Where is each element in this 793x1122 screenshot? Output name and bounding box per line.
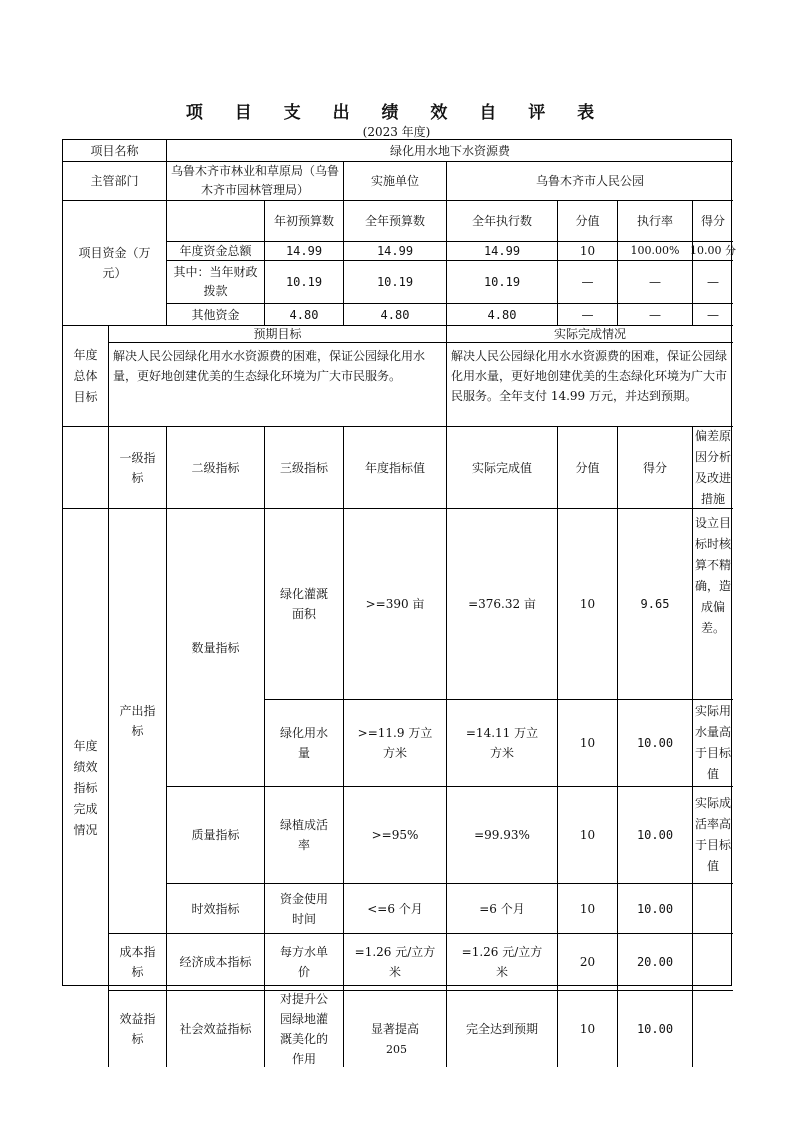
indicator-name: 绿植成活率 [265, 787, 344, 884]
indicator-got: 20.00 [618, 934, 693, 991]
level1-cost: 成本指标 [109, 934, 167, 991]
fund-header: 得分 [693, 201, 733, 242]
level1-output: 产出指标 [109, 509, 167, 934]
fund-cell: — [618, 261, 693, 304]
level2-quantity: 数量指标 [167, 509, 265, 787]
level2-time: 时效指标 [167, 884, 265, 934]
expected-goal-header: 预期目标 [109, 326, 447, 343]
indicator-got: 10.00 [618, 700, 693, 787]
indicator-header: 偏差原因分析及改进措施 [693, 427, 733, 509]
fund-cell: — [693, 261, 733, 304]
fund-header: 年初预算数 [265, 201, 344, 242]
page-title: 项 目 支 出 绩 效 自 评 表 [185, 103, 608, 123]
indicator-target: 显著提高 [344, 991, 447, 1067]
fund-cell: 4.80 [344, 304, 447, 326]
indicator-score: 10 [558, 787, 618, 884]
fund-cell: — [618, 304, 693, 326]
fund-cell: — [558, 304, 618, 326]
fund-row-label: 年度资金总额 [167, 242, 265, 261]
indicator-header: 得分 [618, 427, 693, 509]
indicator-note: 实际用水量高于目标值 [693, 700, 733, 787]
fund-cell: 14.99 [447, 242, 558, 261]
impl-value: 乌鲁木齐市人民公园 [447, 162, 733, 201]
indicator-target: >=390 亩 [344, 509, 447, 700]
indicator-header: 年度指标值 [344, 427, 447, 509]
expected-goal-text: 解决人民公园绿化用水水资源费的困难，保证公园绿化用水量，更好地创建优美的生态绿化环境为广大市民服务。 [109, 343, 447, 427]
indicator-actual: =99.93% [447, 787, 558, 884]
indicator-actual: =6 个月 [447, 884, 558, 934]
level2-social: 社会效益指标 [167, 991, 265, 1067]
fund-row-label: 其中：当年财政拨款 [167, 261, 265, 304]
project-name-label: 项目名称 [63, 140, 167, 162]
fund-cell: 10.19 [447, 261, 558, 304]
indicator-header: 二级指标 [167, 427, 265, 509]
fund-cell: 10 [558, 242, 618, 261]
indicator-score: 10 [558, 884, 618, 934]
fund-cell: 10.19 [265, 261, 344, 304]
indicator-note [693, 934, 733, 991]
dept-label: 主管部门 [63, 162, 167, 201]
fund-header: 执行率 [618, 201, 693, 242]
fund-header: 分值 [558, 201, 618, 242]
indicator-actual: =14.11 万立方米 [447, 700, 558, 787]
page-number: 205 [386, 1043, 407, 1056]
indicator-note: 设立目标时核算不精确，造成偏差。 [693, 509, 733, 700]
indicator-score: 20 [558, 934, 618, 991]
fund-cell: — [693, 304, 733, 326]
indicator-got: 10.00 [618, 884, 693, 934]
actual-goal-header: 实际完成情况 [447, 326, 733, 343]
fund-cell: 10.00 分 [693, 242, 733, 261]
fund-cell: 14.99 [344, 242, 447, 261]
indicator-actual: =376.32 亩 [447, 509, 558, 700]
indicator-actual: =1.26 元/立方米 [447, 934, 558, 991]
fund-cell: — [558, 261, 618, 304]
impl-label: 实施单位 [344, 162, 447, 201]
indicator-header: 一级指标 [109, 427, 167, 509]
fund-cell: 4.80 [447, 304, 558, 326]
indicator-name: 对提升公园绿地灌溉美化的作用 [265, 991, 344, 1067]
indicator-target: >=11.9 万立方米 [344, 700, 447, 787]
indicator-header: 分值 [558, 427, 618, 509]
goal-label: 年度总体目标 [63, 326, 109, 427]
indicator-header-blank [63, 427, 109, 509]
indicator-target: <=6 个月 [344, 884, 447, 934]
fund-header: 全年执行数 [447, 201, 558, 242]
fund-row-label: 其他资金 [167, 304, 265, 326]
indicator-header: 实际完成值 [447, 427, 558, 509]
fund-header: 全年预算数 [344, 201, 447, 242]
fund-cell: 10.19 [344, 261, 447, 304]
level1-benefit: 效益指标 [109, 991, 167, 1067]
indicator-score: 10 [558, 509, 618, 700]
indicator-got: 10.00 [618, 787, 693, 884]
indicator-name: 每方水单价 [265, 934, 344, 991]
indicator-target: =1.26 元/立方米 [344, 934, 447, 991]
page-subtitle: (2023 年度) [362, 125, 431, 139]
indicator-got: 9.65 [618, 509, 693, 700]
perf-label: 年度绩效指标完成情况 [63, 509, 109, 1067]
indicator-name: 绿化用水量 [265, 700, 344, 787]
actual-goal-text: 解决人民公园绿化用水水资源费的困难，保证公园绿化用水量，更好地创建优美的生态绿化环境为广大市民服务。全年支付 14.99 万元，并达到预期。 [447, 343, 733, 427]
dept-value: 乌鲁木齐市林业和草原局（乌鲁木齐市园林管理局） [167, 162, 344, 201]
level2-quality: 质量指标 [167, 787, 265, 884]
fund-cell: 4.80 [265, 304, 344, 326]
indicator-header: 三级指标 [265, 427, 344, 509]
indicator-actual: 完全达到预期 [447, 991, 558, 1067]
project-name-value: 绿化用水地下水资源费 [167, 140, 733, 162]
fund-cell: 100.00% [618, 242, 693, 261]
indicator-name: 资金使用时间 [265, 884, 344, 934]
indicator-note: 实际成活率高于目标值 [693, 787, 733, 884]
indicator-target: >=95% [344, 787, 447, 884]
indicator-score: 10 [558, 991, 618, 1067]
indicator-name: 绿化灌溉面积 [265, 509, 344, 700]
level2-economic: 经济成本指标 [167, 934, 265, 991]
fund-label: 项目资金（万元） [63, 201, 167, 326]
indicator-score: 10 [558, 700, 618, 787]
fund-header-blank [167, 201, 265, 242]
indicator-got: 10.00 [618, 991, 693, 1067]
fund-cell: 14.99 [265, 242, 344, 261]
indicator-note [693, 884, 733, 934]
